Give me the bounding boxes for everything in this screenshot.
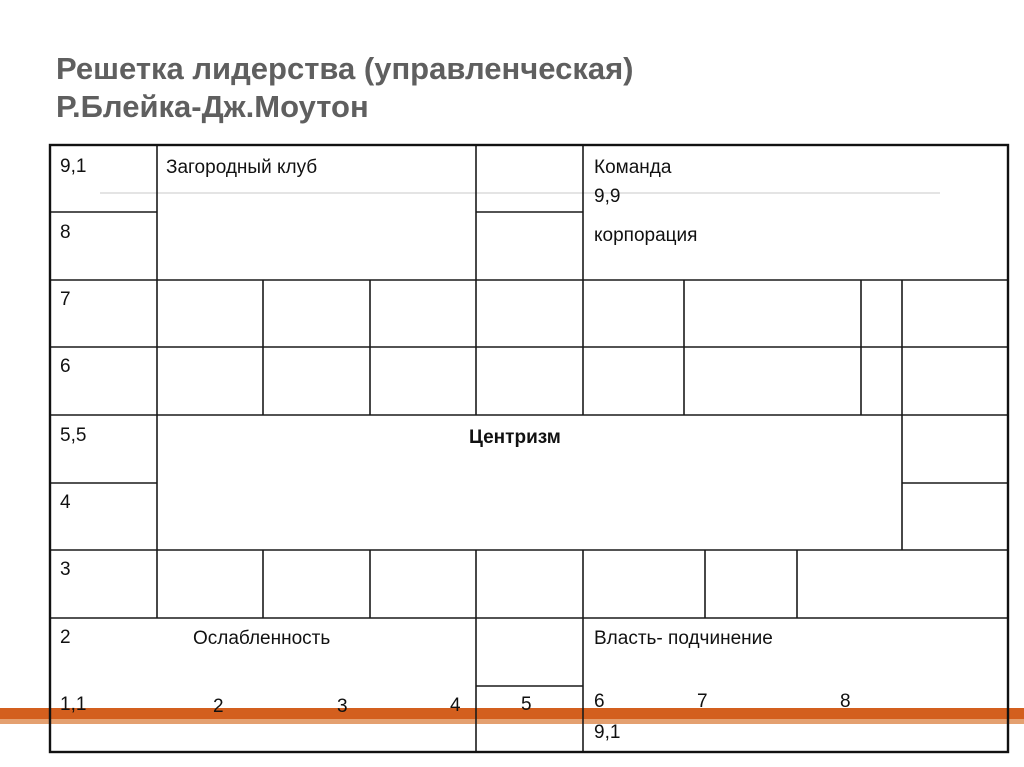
- bottom-label-5: 5: [521, 694, 532, 715]
- row-label-5-5: 5,5: [60, 425, 87, 446]
- row-label-8: 8: [60, 222, 71, 243]
- country-club-label: Загородный клуб: [166, 157, 318, 178]
- authority-obedience-label: Власть- подчинение: [594, 628, 773, 649]
- centrism-label: Центризм: [469, 427, 561, 448]
- row-label-2: 2: [60, 627, 71, 648]
- row-label-4: 4: [60, 492, 71, 513]
- row-label-3: 3: [60, 559, 71, 580]
- row-label-9-1: 9,1: [60, 156, 87, 177]
- bottom-label-4: 4: [450, 695, 461, 716]
- row-label-7: 7: [60, 289, 71, 310]
- title-line-2: Р.Блейка-Дж.Моутон: [56, 89, 369, 124]
- team-score-label: 9,9: [594, 186, 621, 207]
- bottom-label-3: 3: [337, 696, 348, 717]
- title-line-1: Решетка лидерства (управленческая): [56, 51, 634, 86]
- row-label-6: 6: [60, 356, 71, 377]
- team-label: Команда: [594, 157, 672, 178]
- bottom-label-7: 7: [697, 691, 708, 712]
- impoverished-label: Ослабленность: [193, 628, 331, 649]
- corporation-label: корпорация: [594, 225, 698, 246]
- bottom-label-8: 8: [840, 691, 851, 712]
- bottom-label-2: 2: [213, 696, 224, 717]
- bottom-label-9-1: 9,1: [594, 722, 621, 743]
- bottom-label-6: 6: [594, 691, 605, 712]
- bottom-label-1-1: 1,1: [60, 694, 87, 715]
